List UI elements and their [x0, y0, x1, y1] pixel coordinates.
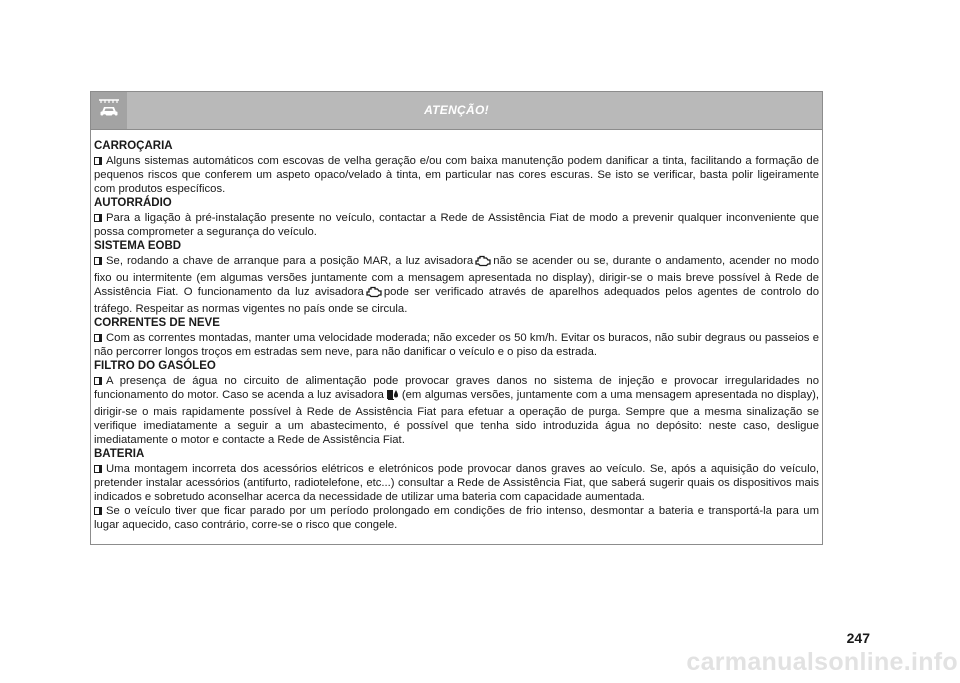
paragraph-text: pode ser verificado através de aparelhos adequados pelos agentes de controlo do tráfego. Respeitar as normas vigentes no país onde se circula.	[94, 286, 819, 315]
paragraph-bateria-1	[94, 462, 819, 504]
paragraph-text: Uma montagem incorreta dos acessórios elétricos e eletrónicos pode provocar danos graves ao veículo. Se, após a aquisição do veículo, pretender instalar acessórios (antifurto, radiotelefone, etc...) consultar a Rede de Assistência Fiat, que saberá sugerir quais os dispositivos mais indicados e sobretudo aconselhar acerca da necessidade de utilizar uma bateria com capacidade aumentada.	[94, 463, 819, 503]
bullet-icon	[94, 157, 102, 165]
warning-title: ATENÇÃO!	[424, 103, 489, 117]
paragraph-carrocaria	[94, 154, 819, 196]
section-title-filtro: FILTRO DO GASÓLEO	[94, 360, 216, 372]
paragraph-text: Com as correntes montadas, manter uma velocidade moderada; não exceder os 50 km/h. Evitar os buracos, não subir degraus ou passeios e não percorrer longos troços em estradas sem neve, para não danificar o veículo e o piso da estrada.	[94, 332, 819, 358]
warning-box	[90, 91, 823, 545]
paragraph-text: Para a ligação à pré-instalação presente no veículo, contactar a Rede de Assistência Fiat de modo a prevenir qualquer inconveniente que possa comprometer a segurança do veículo.	[94, 212, 819, 238]
paragraph-filtro	[94, 374, 819, 447]
paragraph-text: não se acender ou se, durante o andamento, acender no modo fixo ou intermitente (em algumas versões juntamente com a mensagem apresentada no display), dirigir-se o mais breve possível à Rede de Assistência Fiat. O funcionamento da luz avisadora	[94, 255, 819, 298]
paragraph-correntes	[94, 331, 819, 359]
warning-body	[91, 130, 822, 532]
section-title-autorradio: AUTORRÁDIO	[94, 197, 172, 209]
section-title-correntes: CORRENTES DE NEVE	[94, 317, 220, 329]
paragraph-text: Alguns sistemas automáticos com escovas de velha geração e/ou com baixa manutenção podem danificar a tinta, facilitando a formação de pequenos riscos que conferem um aspeto opaco/velado à tinta, em particular nas cores escuras. Se isto se verificar, basta polir ligeiramente com produtos específicos.	[94, 155, 819, 195]
bullet-icon	[94, 377, 102, 385]
bullet-icon	[94, 334, 102, 342]
water-in-fuel-icon	[386, 388, 400, 405]
section-title-carrocaria: CARROÇARIA	[94, 140, 173, 152]
paragraph-text: Se o veículo tiver que ficar parado por um período prolongado em condições de frio intenso, desmontar a bateria e transportá-la para um lugar aquecido, caso contrário, corre-se o risco que congele.	[94, 505, 819, 531]
engine-warning-icon	[475, 254, 491, 271]
watermark: carmanualsonline.info	[686, 648, 958, 676]
paragraph-eobd	[94, 254, 819, 316]
paragraph-text: (em algumas versões, juntamente com a uma mensagem apresentada no display), dirigir-se o mais rapidamente possível à Rede de Assistência Fiat para efetuar a operação de purga. Sempre que a mesma sinalização se verifique imediatamente a seguir a um abastecimento, é possível que tenha sido introduzida água no depósito: neste caso, desligue imediatamente o motor e contacte a Rede de Assistência Fiat.	[94, 389, 819, 446]
engine-warning-icon	[366, 285, 382, 302]
bullet-icon	[94, 507, 102, 515]
paragraph-bateria-2	[94, 504, 819, 532]
section-title-bateria: BATERIA	[94, 448, 145, 460]
paragraph-autorradio	[94, 211, 819, 239]
page-number: 247	[846, 630, 870, 646]
warning-header	[91, 92, 822, 130]
paragraph-text: Se, rodando a chave de arranque para a posição MAR, a luz avisadora	[106, 255, 474, 267]
paragraph-text: A presença de água no circuito de alimentação pode provocar graves danos no sistema de injeção e provocar irregularidades no funcionamento do motor. Caso se acenda a luz avisadora	[94, 375, 819, 401]
bullet-icon	[94, 214, 102, 222]
bullet-icon	[94, 257, 102, 265]
bullet-icon	[94, 465, 102, 473]
section-title-eobd: SISTEMA EOBD	[94, 240, 182, 252]
